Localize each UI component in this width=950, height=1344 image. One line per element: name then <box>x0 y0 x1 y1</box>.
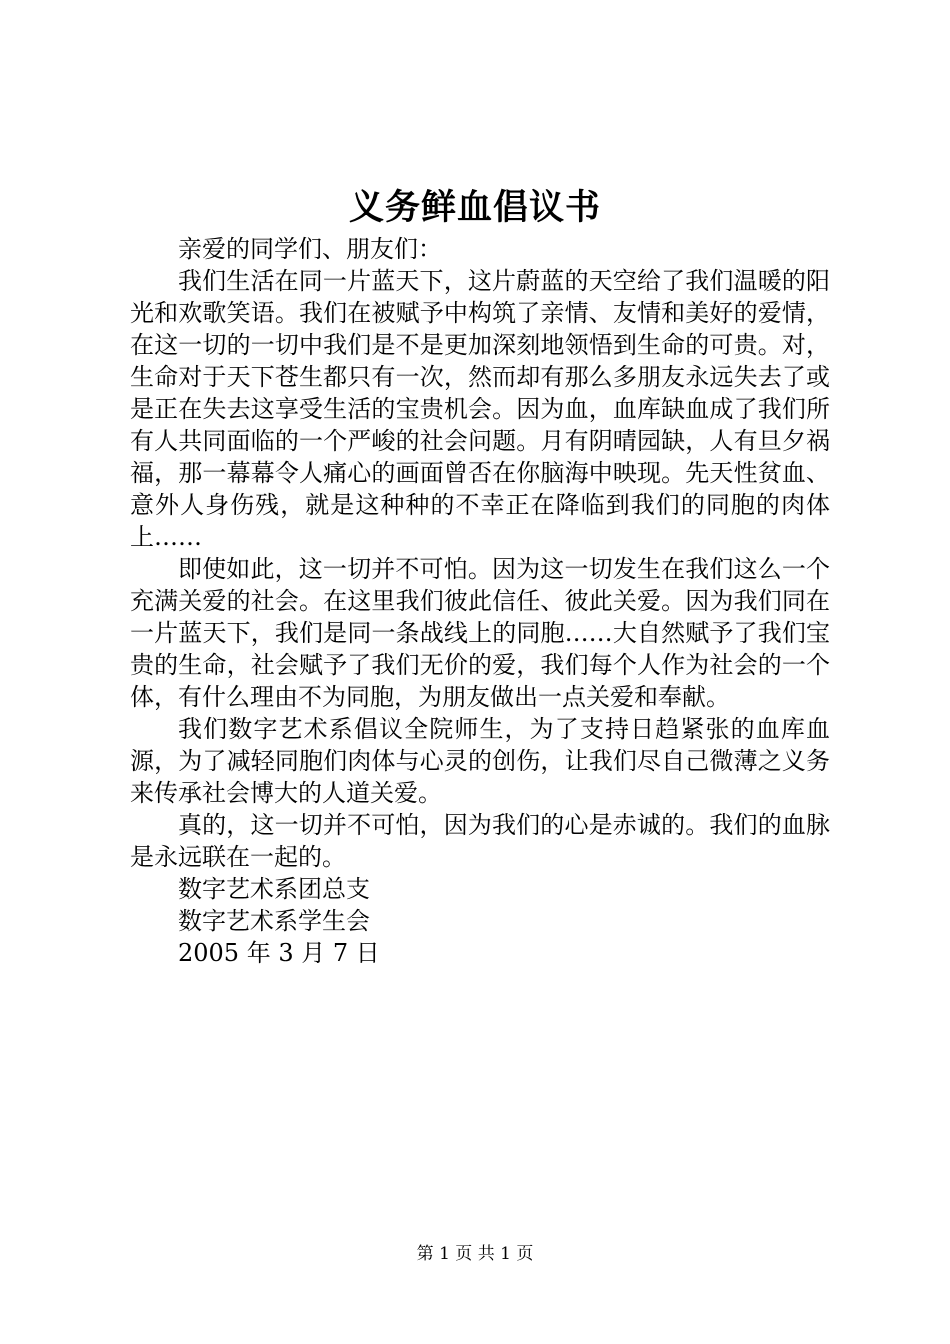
paragraph-1: 我们生活在同一片蓝天下，这片蔚蓝的天空给了我们温暖的阳光和欢歌笑语。我们在被赋予中构筑了亲情、友情和美好的爱情，在这一切的一切中我们是不是更加深刻地领悟到生命的可贵。对，生命对于天下苍生都只有一次，然而却有那么多朋友永远失去了或是正在失去这享受生活的宝贵机会。因为血，血库缺血成了我们所有人共同面临的一个严峻的社会问题。月有阴晴园缺，人有旦夕祸福，那一幕幕令人痛心的画面曾否在你脑海中映现。先天性贫血、意外人身伤残，就是这种种的不幸正在降临到我们的同胞的肉体上…… <box>130 267 830 551</box>
page-footer: 第 1 页 共 1 页 <box>416 1244 534 1264</box>
document-title: 义务鲜血倡议书 <box>348 187 601 228</box>
document-date: 2005 年 3 月 7 日 <box>178 939 380 967</box>
paragraph-2: 即使如此，这一切并不可怕。因为这一切发生在我们这么一个充满关爱的社会。在这里我们彼此信任、彼此关爱。因为我们同在一片蓝天下，我们是同一条战线上的同胞……大自然赋予了我们宝贵的生命，社会赋予了我们无价的爱，我们每个人作为社会的一个体，有什么理由不为同胞，为朋友做出一点关爱和奉献。 <box>130 555 830 711</box>
document-body <box>130 233 830 969</box>
paragraph-3: 我们数字艺术系倡议全院师生，为了支持日趋紧张的血库血源，为了减轻同胞们肉体与心灵的创伤，让我们尽自己微薄之义务来传承社会博大的人道关爱。 <box>130 715 830 807</box>
paragraph-4: 真的，这一切并不可怕，因为我们的心是赤诚的。我们的血脉是永远联在一起的。 <box>130 811 830 871</box>
salutation: 亲爱的同学们、朋友们： <box>178 235 442 263</box>
signature-1: 数字艺术系团总支 <box>178 875 370 903</box>
signature-2: 数字艺术系学生会 <box>178 907 370 935</box>
